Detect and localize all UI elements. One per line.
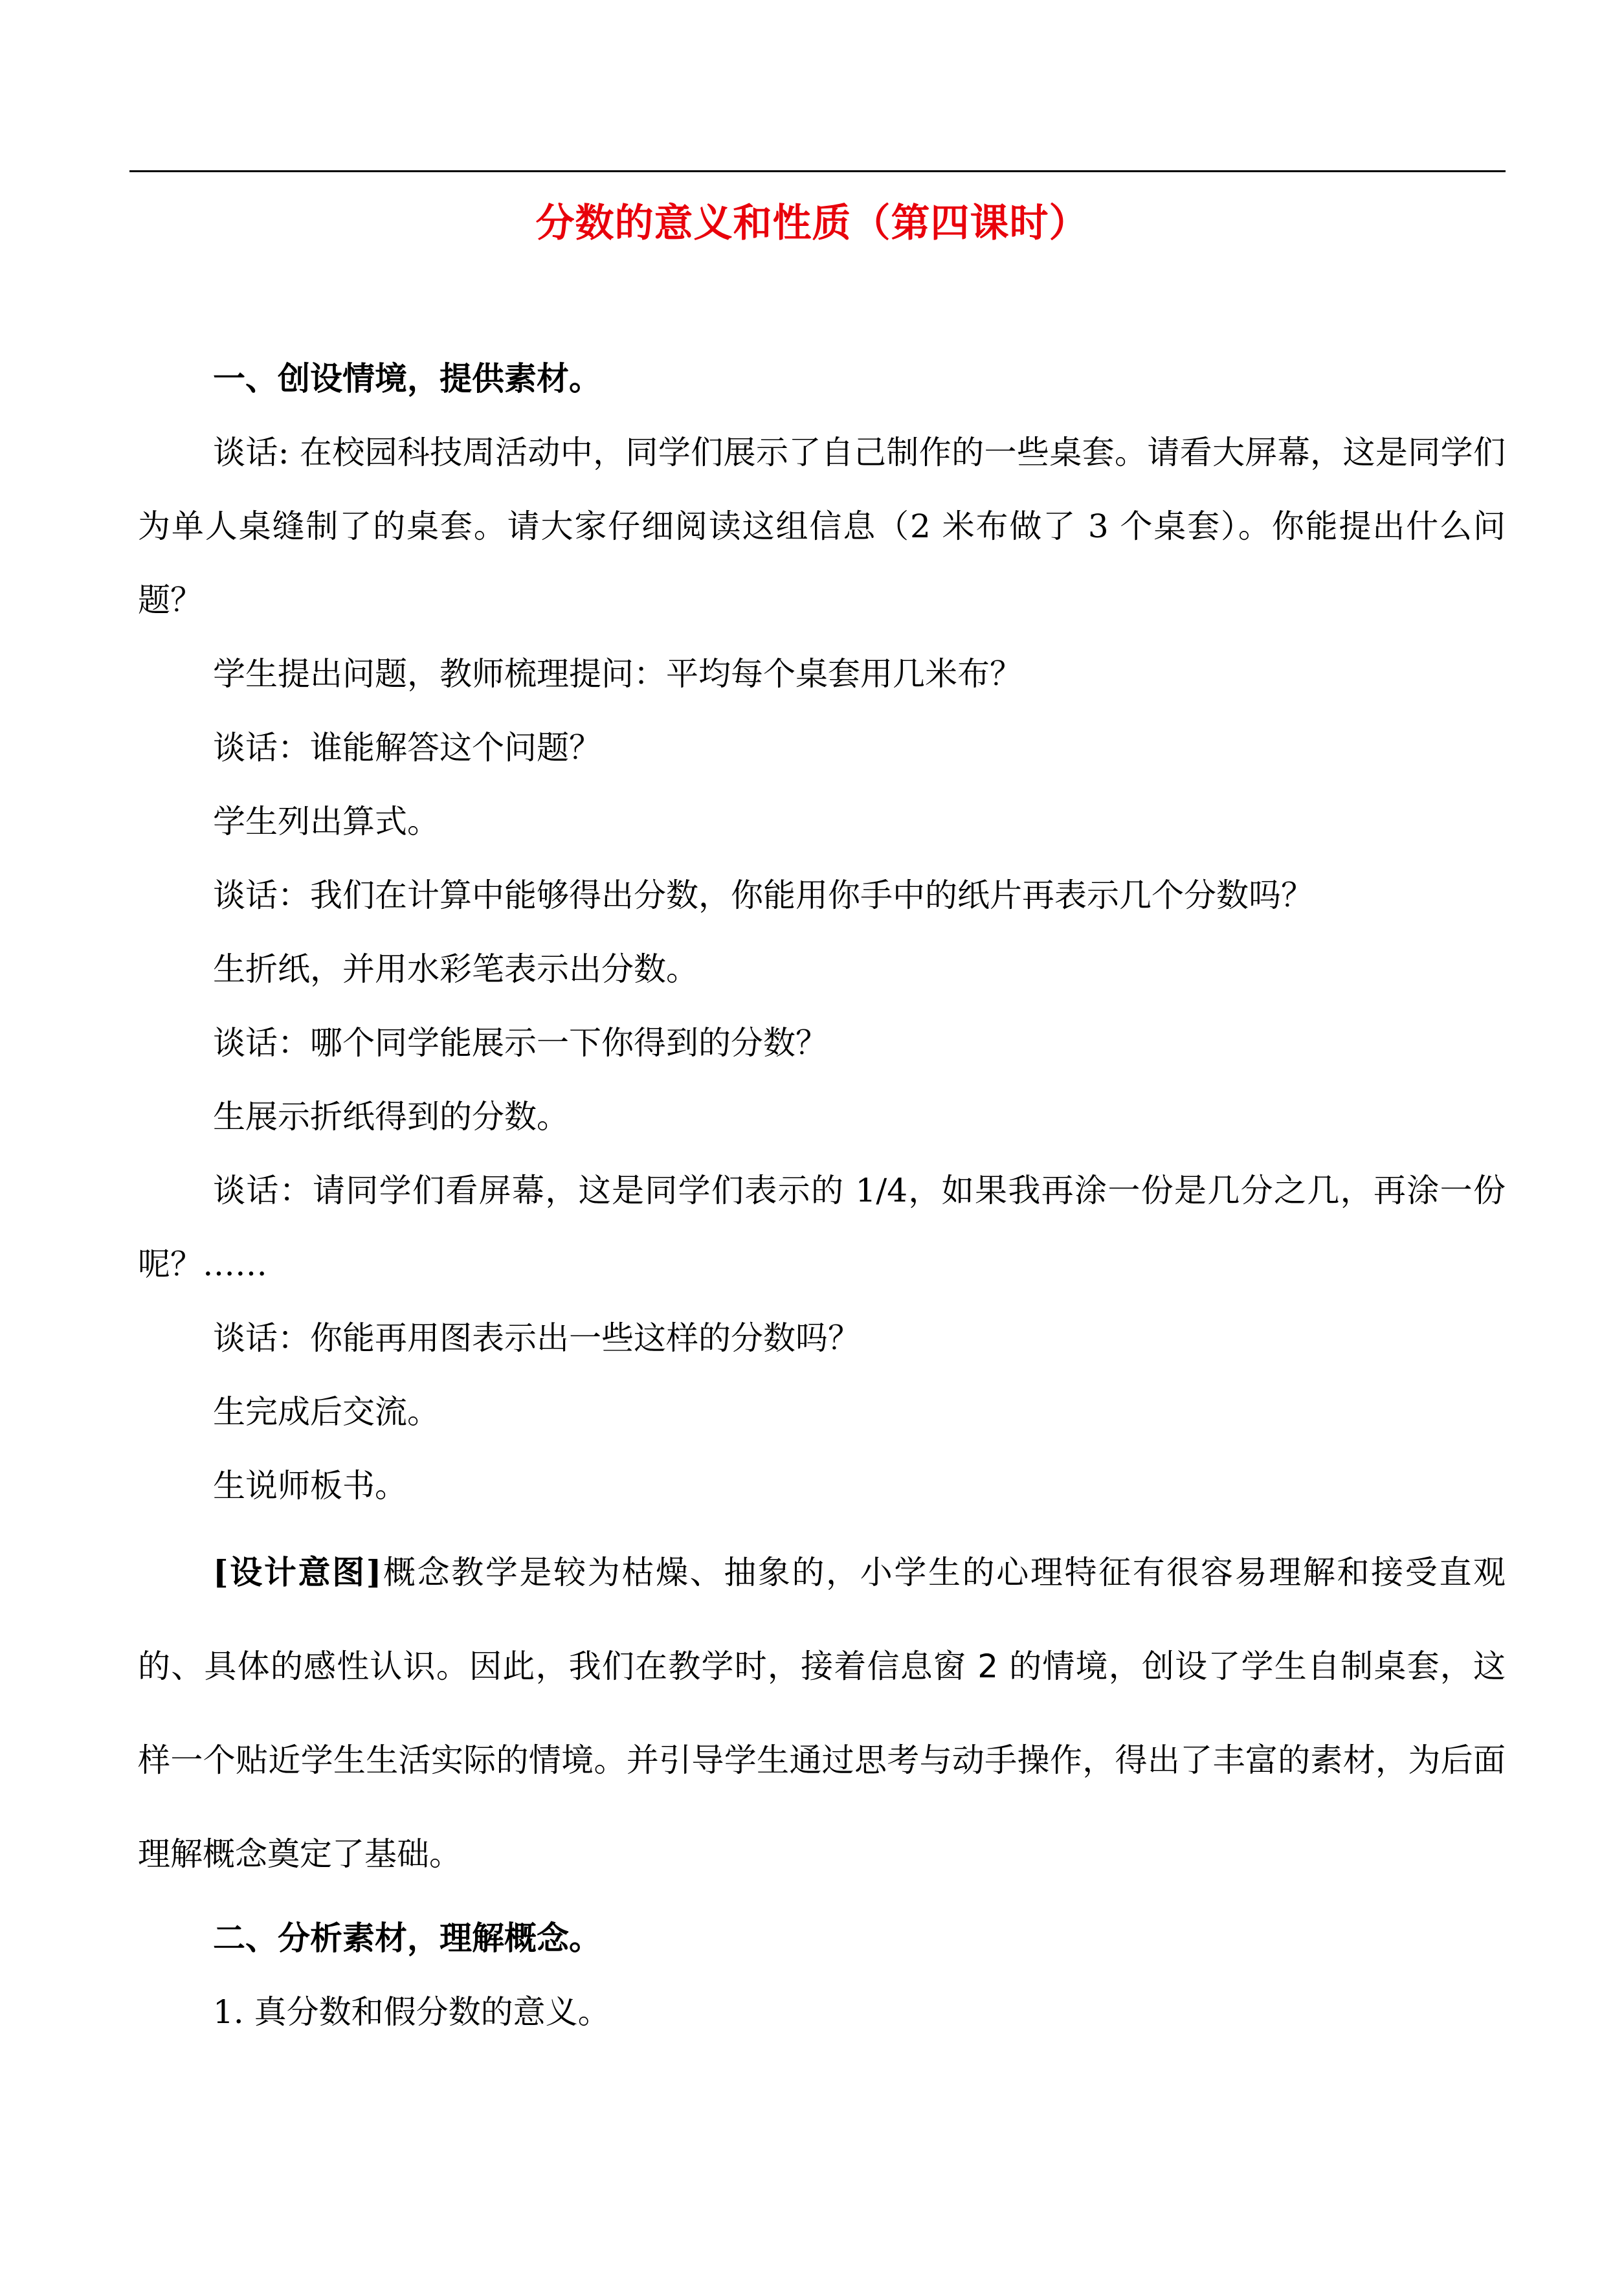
section-heading-2: 二、分析素材，理解概念。 (213, 1919, 601, 1957)
paragraph: 谈话：你能再用图表示出一些这样的分数吗？ (213, 1319, 860, 1357)
paragraph: 谈话：谁能解答这个问题？ (213, 729, 601, 766)
design-intent-paragraph (138, 1525, 1506, 1901)
paragraph: 生完成后交流。 (213, 1393, 439, 1431)
section-heading-1: 一、创设情境，提供素材。 (213, 359, 601, 397)
design-intent-text: 概念教学是较为枯燥、抽象的，小学生的心理特征有很容易理解和接受直观的、具体的感性认识。因此，我们在教学时，接着信息窗 2 的情境，创设了学生自制桌套，这样一个贴近学生生活实际的情境。并引导学生通过思考与动手操作，得出了丰富的素材，为后面理解概念奠定了基础。 (138, 1554, 1506, 1873)
paragraph: 谈话：我们在计算中能够得出分数，你能用你手中的纸片再表示几个分数吗？ (213, 877, 1313, 914)
paragraph: 学生列出算式。 (213, 803, 439, 840)
paragraph: 生说师板书。 (213, 1467, 407, 1504)
document-body (138, 342, 1506, 2049)
paragraph: 谈话: 在校园科技周活动中，同学们展示了自己制作的一些桌套。请看大屏幕，这是同学们为单人桌缝制了的桌套。请大家仔细阅读这组信息（2 米布做了 3 个桌套）。你能提出什么问题？ (138, 434, 1506, 619)
paragraph: 学生提出问题，教师梳理提问：平均每个桌套用几米布？ (213, 655, 1022, 693)
list-item: 1. 真分数和假分数的意义。 (213, 1993, 610, 2031)
document-title: 分数的意义和性质（第四课时） (535, 201, 1089, 246)
header-rule (129, 170, 1506, 172)
paragraph: 生折纸，并用水彩笔表示出分数。 (213, 950, 698, 988)
paragraph: 生展示折纸得到的分数。 (213, 1098, 569, 1135)
design-intent-tag: [设计意图] (213, 1553, 382, 1591)
paragraph: 谈话：哪个同学能展示一下你得到的分数？ (213, 1024, 828, 1062)
paragraph: 谈话：请同学们看屏幕，这是同学们表示的 1/4，如果我再涂一份是几分之几，再涂一份呢？…… (138, 1172, 1506, 1283)
